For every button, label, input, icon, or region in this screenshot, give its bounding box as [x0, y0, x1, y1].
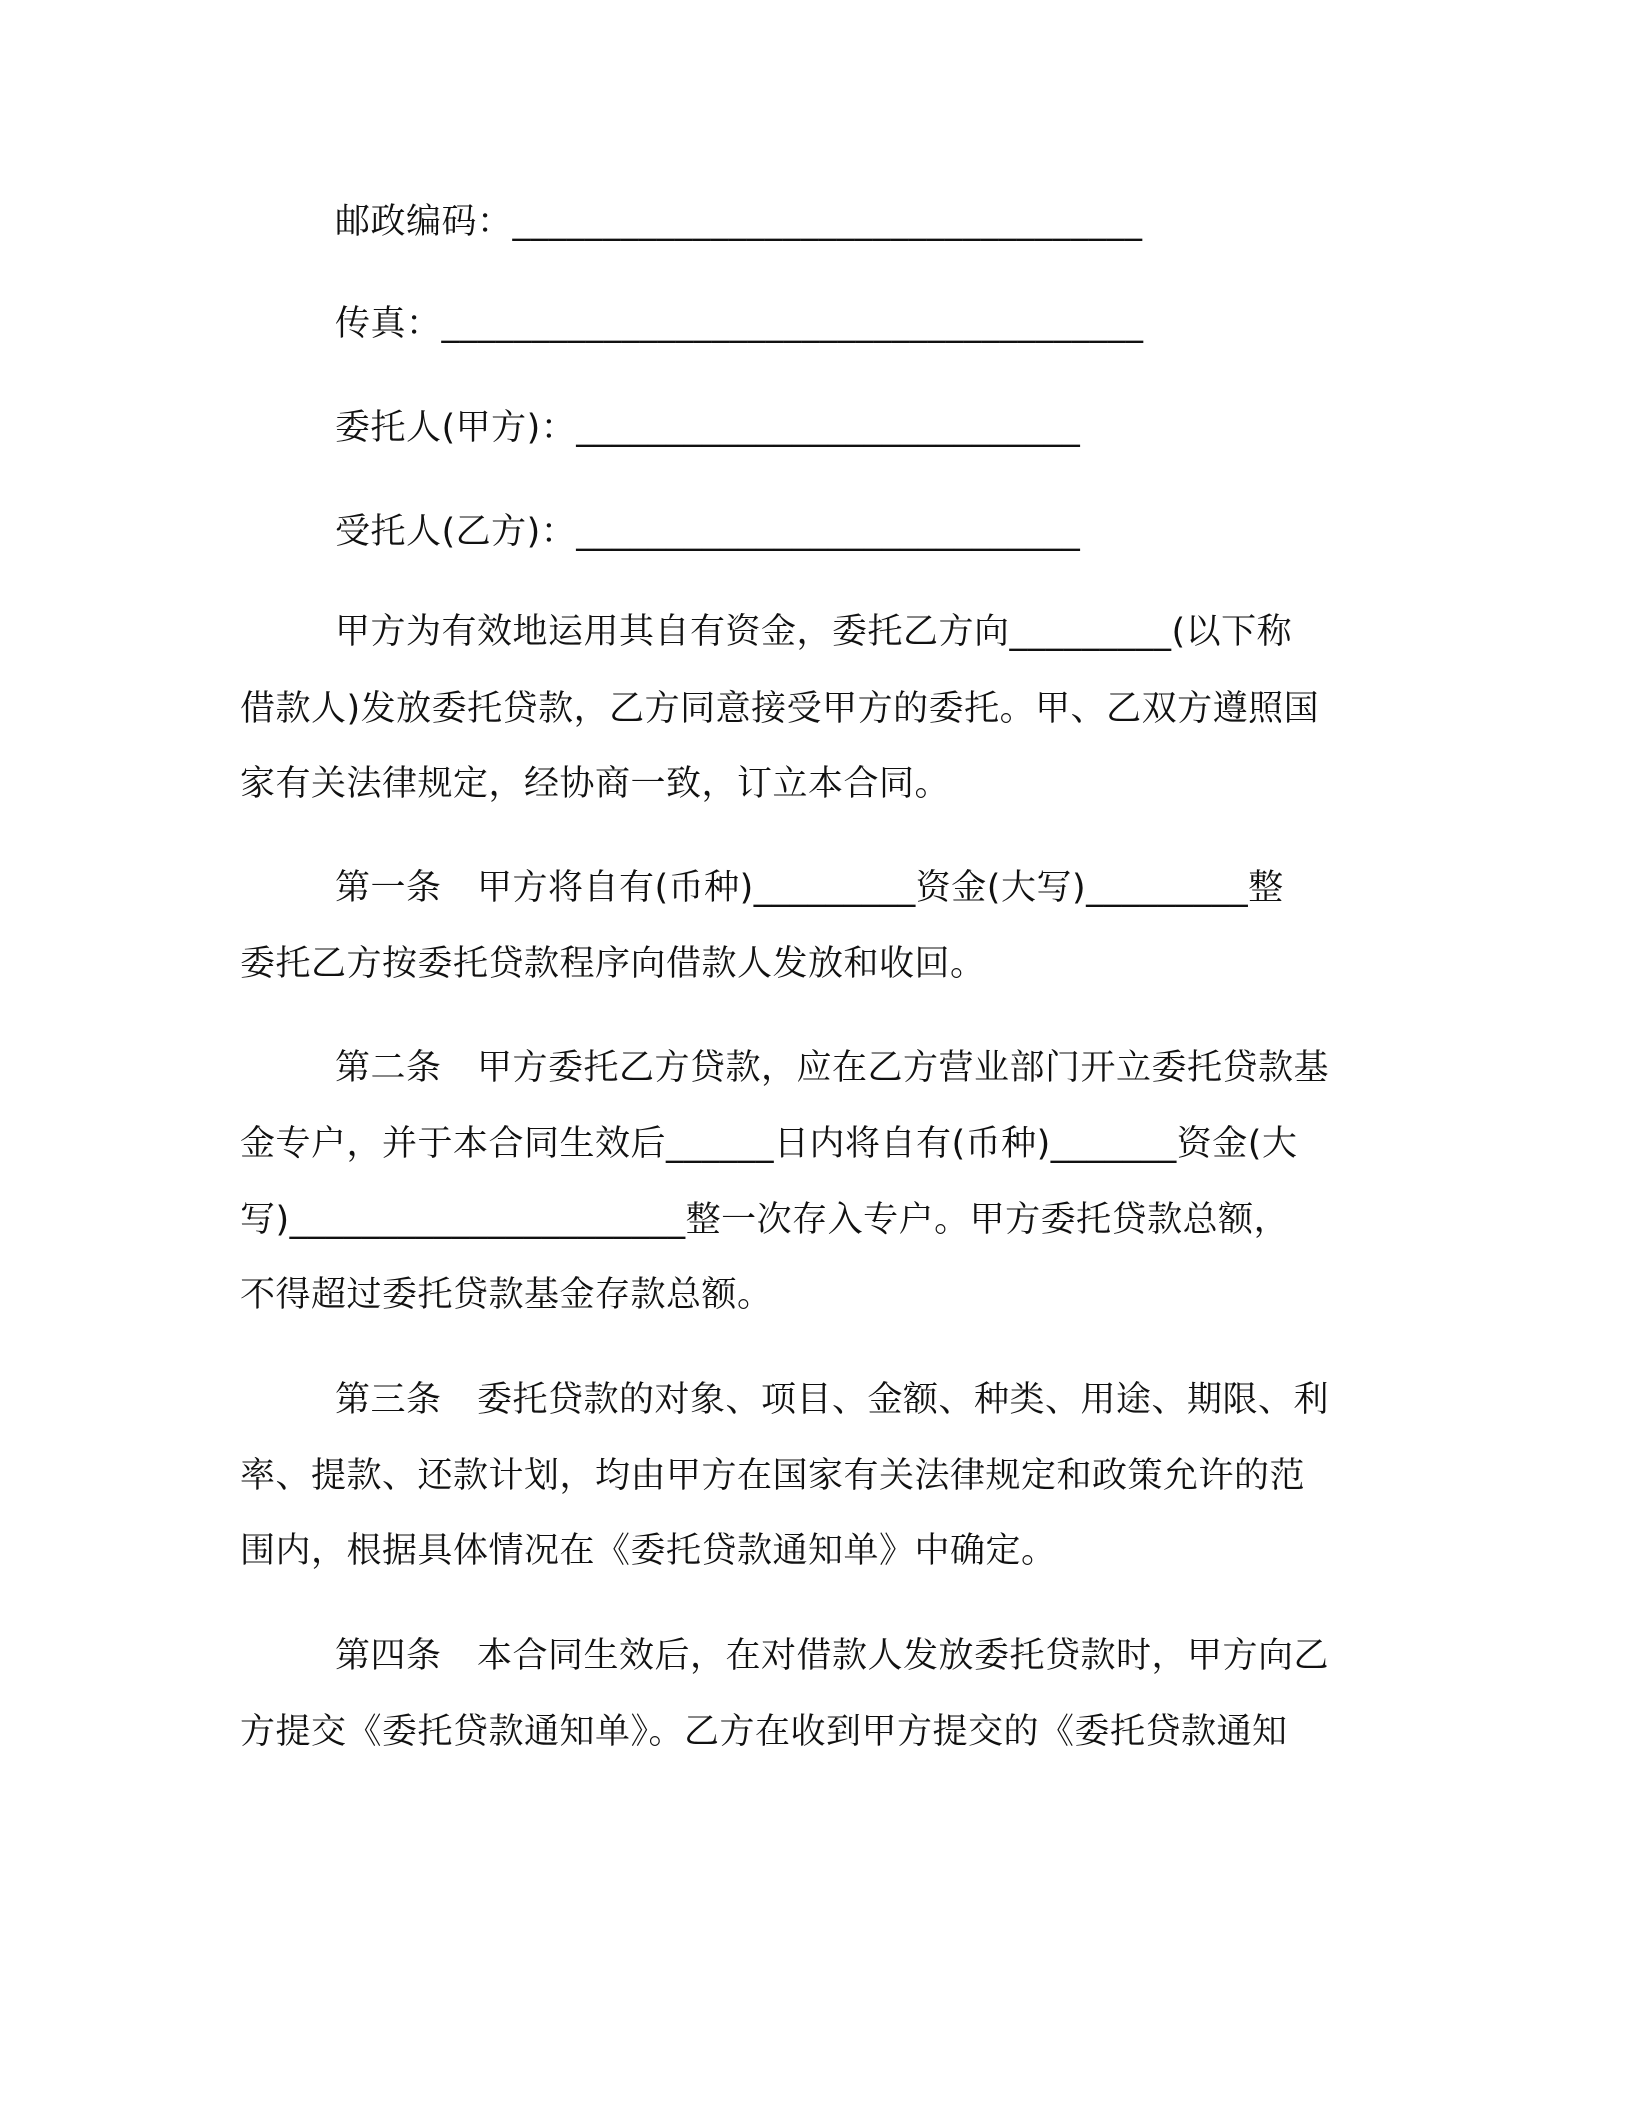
article-2-line-4: 不得超过委托贷款基金存款总额。 [240, 1275, 773, 1315]
principal-party-a-field: 委托人(甲方)：____________________________ [335, 408, 1081, 448]
article-1-line-2: 委托乙方按委托贷款程序向借款人发放和收回。 [240, 944, 986, 984]
article-2-line-2: 金专户，并于本合同生效后______日内将自有(币种)_______资金(大 [240, 1124, 1298, 1164]
article-1-line-1: 第一条 甲方将自有(币种)_________资金(大写)_________整 [335, 868, 1284, 908]
article-4-line-2: 方提交《委托贷款通知单》。乙方在收到甲方提交的《委托贷款通知 [240, 1712, 1288, 1752]
postal-code-field: 邮政编码：___________________________________ [335, 202, 1143, 242]
trustee-party-b-field: 受托人(乙方)：____________________________ [335, 512, 1081, 552]
article-3-line-3: 围内，根据具体情况在《委托贷款通知单》中确定。 [240, 1531, 1057, 1571]
preamble-line-1: 甲方为有效地运用其自有资金，委托乙方向_________(以下称 [335, 612, 1293, 652]
article-2-line-3: 写)______________________整一次存入专户。甲方委托贷款总额， [240, 1200, 1290, 1240]
article-3-line-1: 第三条 委托贷款的对象、项目、金额、种类、用途、期限、利 [335, 1380, 1330, 1420]
article-4-line-1: 第四条 本合同生效后，在对借款人发放委托贷款时，甲方向乙 [335, 1636, 1330, 1676]
preamble-line-3: 家有关法律规定，经协商一致，订立本合同。 [240, 764, 951, 804]
article-3-line-2: 率、提款、还款计划，均由甲方在国家有关法律规定和政策允许的范 [240, 1456, 1306, 1496]
fax-field: 传真：_______________________________________ [335, 304, 1144, 344]
article-2-line-1: 第二条 甲方委托乙方贷款，应在乙方营业部门开立委托贷款基 [335, 1048, 1330, 1088]
preamble-line-2: 借款人)发放委托贷款，乙方同意接受甲方的委托。甲、乙双方遵照国 [240, 689, 1320, 729]
